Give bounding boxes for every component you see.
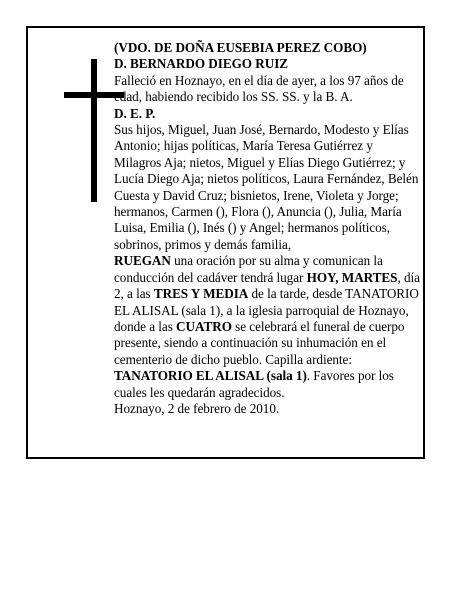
- request-verb: RUEGAN: [114, 253, 171, 269]
- funeral-request: [114, 253, 420, 401]
- family-list: Sus hijos, Miguel, Juan José, Bernardo, Modesto y Elías Antonio; hijas políticas, María Teresa Gutiérrez y Milagros Aja; nietos, Miguel y Elías Diego Gutiérrez; y Lucía Diego Aja; nietos políticos, Laura Fernández, Belén Cuesta y David Cruz; bisnietos, Irene, Violeta y Jorge; hermanos, Carmen (), Flora (), Anuncia (), Julia, María Luisa, Emilia (), Inés () y Angel; hermanos políticos, sobrinos, primos y demás familia,: [114, 122, 419, 252]
- request-text-1: una oración por su alma y comunican la conducción del cadáver tendrá lugar: [114, 253, 383, 285]
- request-text-3: de la tarde, desde TANATORIO EL ALISAL (sala 1), a la iglesia parroquial de Hoznayo, donde a las: [114, 286, 419, 334]
- deceased-name: D. BERNARDO DIEGO RUIZ: [114, 56, 289, 72]
- cross-vertical-bar: [91, 59, 97, 202]
- funeral-day: HOY, MARTES: [306, 269, 398, 285]
- request-text-2: , día 2, a las: [114, 269, 420, 302]
- request-text-4: se celebrará el funeral de cuerpo presente, siendo a continuación su inhumación en el cementerio de dicho pueblo. Capilla ardiente:: [114, 318, 405, 367]
- rip-line: D. E. P.: [114, 105, 156, 121]
- place-date: Hoznayo, 2 de febrero de 2010.: [114, 400, 280, 416]
- conduction-time: TRES Y MEDIA: [153, 286, 249, 302]
- funeral-time: CUATRO: [176, 318, 232, 334]
- widow-line: (VDO. DE DOÑA EUSEBIA PEREZ COBO): [114, 40, 367, 55]
- notice-text: [114, 40, 420, 417]
- obituary-notice: [26, 26, 425, 459]
- death-statement: Falleció en Hoznayo, en el día de ayer, a los 97 años de edad, habiendo recibido los SS. SS. y la B. A.: [114, 72, 404, 105]
- request-text-5: . Favores por los cuales les quedarán agradecidos.: [114, 368, 394, 400]
- chapel-location: TANATORIO EL ALISAL (sala 1): [114, 368, 307, 384]
